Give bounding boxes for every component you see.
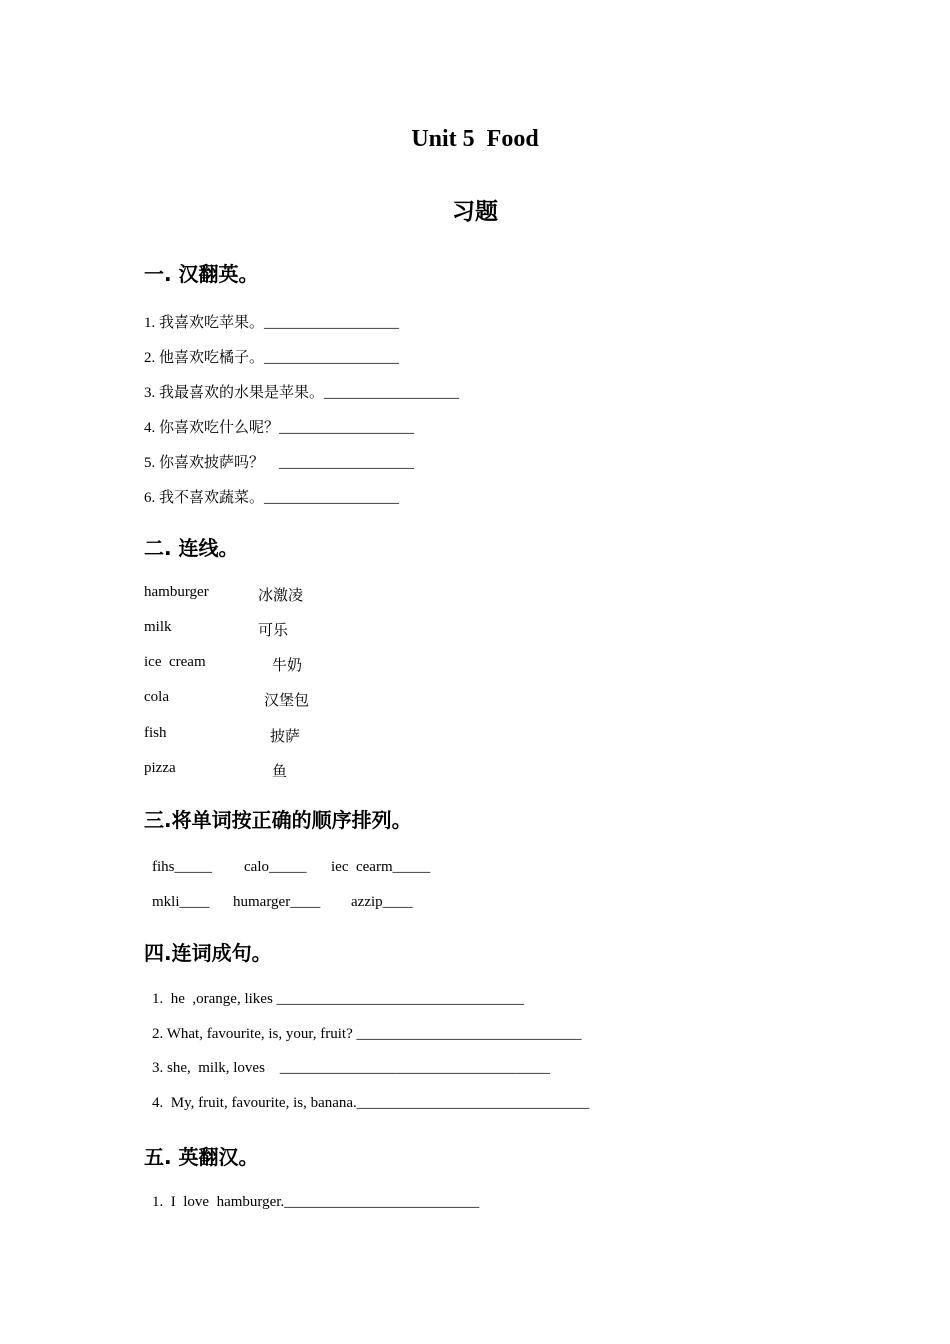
scrambled-word: calo_____ [244,859,307,875]
match-chinese-word: 披萨 [270,729,301,745]
match-chinese-word: 可乐 [258,623,289,639]
section-4-item: 1. he ,orange, likes _________________________________ [152,991,525,1007]
section-2-heading: 二. 连线。 [144,536,239,560]
match-chinese-word: 鱼 [272,764,288,780]
section-1-item: 6. 我不喜欢蔬菜。__________________ [144,490,400,506]
section-1-item: 3. 我最喜欢的水果是苹果。__________________ [144,385,460,401]
page-subtitle: 习题 [452,199,498,225]
match-chinese-word: 冰激凌 [258,588,304,604]
match-english-word: fish [144,725,167,741]
section-5-item: 1. I love hamburger.__________________________ [152,1194,480,1210]
section-1-item: 1. 我喜欢吃苹果。__________________ [144,315,400,331]
scrambled-word: humarger____ [233,894,321,910]
section-3-heading: 三.将单词按正确的顺序排列。 [144,808,412,832]
match-english-word: cola [144,689,169,705]
section-4-heading: 四.连词成句。 [144,941,272,965]
match-english-word: milk [144,619,172,635]
match-english-word: hamburger [144,584,209,600]
section-1-heading: 一. 汉翻英。 [144,262,259,286]
section-5-heading: 五. 英翻汉。 [144,1145,259,1169]
section-4-item: 4. My, fruit, favourite, is, banana._______________________________ [152,1095,590,1111]
scrambled-word: iec cearm_____ [331,859,431,875]
section-1-item: 2. 他喜欢吃橘子。__________________ [144,350,400,366]
scrambled-word: fihs_____ [152,859,212,875]
match-english-word: pizza [144,760,176,776]
section-4-item: 2. What, favourite, is, your, fruit? ______________________________ [152,1026,582,1042]
scrambled-word: mkli____ [152,894,210,910]
scrambled-word: azzip____ [351,894,413,910]
section-1-item: 4. 你喜欢吃什么呢？__________________ [144,420,415,436]
section-4-item: 3. she, milk, loves ____________________________________ [152,1060,550,1076]
page-title: Unit 5 Food [411,126,539,152]
match-chinese-word: 汉堡包 [264,693,310,709]
match-chinese-word: 牛奶 [272,658,303,674]
section-1-item: 5. 你喜欢披萨吗？ __________________ [144,455,415,471]
match-english-word: ice cream [144,654,206,670]
